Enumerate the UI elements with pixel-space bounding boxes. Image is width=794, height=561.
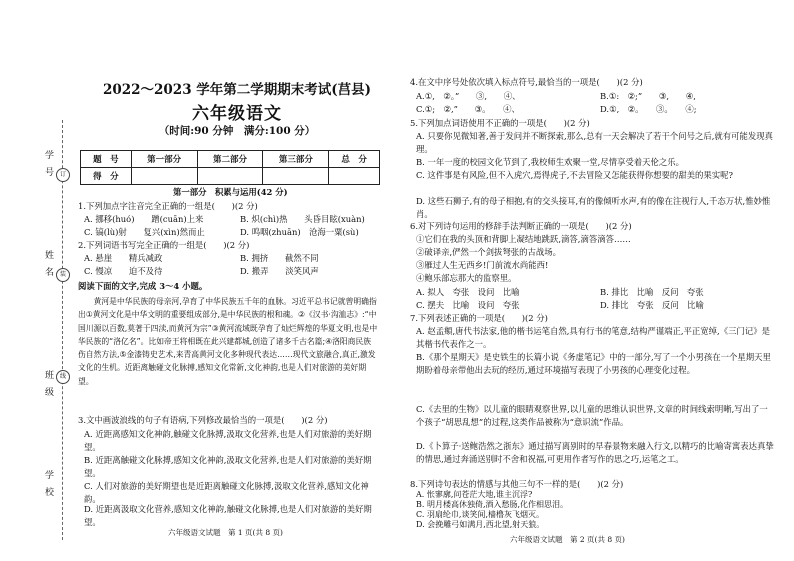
q6-sentence-2: ②破译亲,俨然一个剑拔弩张的古战场。: [416, 247, 562, 257]
q8-option-c: C. 羽扇纶巾,谈笑间,樯橹灰飞烟灭。: [416, 510, 545, 519]
q3-option-d: D. 近距离汲取文化营养,感知文化神韵,触碰文化脉搏,也是人们对旅游的美好期望。: [84, 504, 372, 527]
q6-option-c: C. 摆夫 比喻 设问 夸张: [416, 300, 520, 310]
q6-option-d: D. 排比 夸张 反问 比喻: [600, 300, 704, 310]
q5-option-a: A. 只要你见微知著,善于发问并不断探索,那么,总有一天会解决了若干个问号之后,就有可能发现真理。: [416, 131, 774, 154]
q4-option-d: D.①, ②。 ③。 ④;: [600, 104, 697, 114]
sidebar-label-student-id: 学号: [43, 150, 53, 184]
score-blank-cell[interactable]: [197, 168, 263, 185]
q3-option-b: B. 近距离触碰文化脉搏,感知文化神韵,汲取文化营养,也是人们对旅游的美好期望。: [84, 455, 372, 478]
score-blank-cell[interactable]: [131, 168, 197, 185]
q2-stem: 2.下列词语书写完全正确的一组是( )(2 分): [78, 240, 250, 250]
q7-option-d: D.《卜算子·送鲍浩然之浙东》通过描写离别时的早春景物来融入行文,以精巧的比喻寄寓表达真挚的情思,通过奔涌送别时不舍和祝福,可更用作者写作的思之巧,运笔之工。: [416, 441, 774, 464]
binding-hole-mark: 订: [56, 168, 70, 182]
q1-option-c: C. 镐(lù)射 复兴(xìn)然而止: [84, 227, 205, 237]
q5-option-b: B. 一年一度的校园文化节到了,我校师生欢聚一堂,尽情享受着天伦之乐。: [416, 157, 685, 167]
score-blank-cell[interactable]: [329, 168, 380, 185]
q3-option-c: C. 人们对旅游的美好期望也是近距离触碰文化脉搏,汲取文化营养,感知文化神韵。: [84, 481, 369, 504]
reading-passage: [78, 295, 378, 388]
q3-stem: 3.文中画波浪线的句子有语病,下列修改最恰当的一项是( )(2 分): [78, 415, 328, 425]
score-table-cell: 第三部分: [263, 151, 329, 168]
q5-option-d: D. 这些石狮子,有的母子相抱,有的交头接耳,有的像倾听水声,有的像在注视行人,千态万状,惟妙惟肖。: [416, 196, 771, 219]
score-table-cell: 第一部分: [131, 151, 197, 168]
q3-option-a: A. 近距离感知文化神韵,触碰文化脉搏,汲取文化营养,也是人们对旅游的美好期望。: [84, 429, 372, 452]
score-table-cell: 得 分: [81, 168, 132, 185]
q8-stem: 8.下列诗句表达的情感与其他三句不一样的是( )(2 分): [410, 479, 624, 489]
q2-option-d: D. 搬弄 淡笑风声: [240, 266, 319, 276]
binding-hole-mark: 装: [56, 268, 70, 282]
q6-stem: 6.对下列诗句运用的修辞手法判断正确的一项是( )(2 分): [410, 221, 632, 231]
score-table: [80, 150, 380, 185]
q1-stem: 1.下列加点字注音完全正确的一组是( )(2 分): [78, 201, 258, 211]
q5-stem: 5.下列加点词语使用不正确的一项是( )(2 分): [410, 118, 590, 128]
q7-stem: 7.下列表述正确的一项是( )(2 分): [410, 313, 548, 323]
q1-option-a: A. 挪移(huó) 蹭(cuān)上来: [84, 214, 204, 224]
q4-option-a: A.①, ②。” ③, ④、: [416, 91, 521, 101]
page-footer-right: 六年级语文试题 第 2 页(共 8 页): [510, 535, 625, 544]
exam-title: 2022～2023 学年第二学期期末考试(莒县): [102, 82, 372, 98]
q7-option-c: C.《去里的生物》以儿童的眼睛观察世界,以儿童的思维认识世界,文章的时间线索明晰,写出了一个孩子“胡思乱想”的过程,这类作品被称为“意识流”作品。: [416, 404, 768, 427]
q6-option-a: A. 拟人 夸张 设问 比喻: [416, 287, 520, 297]
score-table-cell: 总 分: [329, 151, 380, 168]
score-blank-cell[interactable]: [263, 168, 329, 185]
page-footer-left: 六年级语文试题 第 1 页(共 8 页): [168, 528, 283, 537]
cut-line: [62, 120, 63, 540]
q6-sentence-4: ④鲍乐部忘那大的监察里。: [416, 273, 517, 283]
sidebar-label-name: 姓名: [43, 250, 53, 284]
passage-text: 黄河是中华民族的母亲河,孕育了中华民族五千年的血脉。习近平总书记就曾明确指出①黄河文化是中华文明的重要组成部分,是中华民族的根和魂。②《汉书·沟洫志》:“中国川源以百数,莫著于四渎,而黄河为宗”③黄河流域既孕育了灿烂辉煌的华夏文明,也是中华民族的“洛亿名”。比如帝王将相既在此兴建都城,创造了诸多千古名篇;④洛阳商民族伤自然方法,⑤金漆铸史艺术,来青高黄河文化多种现代表达……现代文旅融合,真正,激发文化的生机。近距离触碰文化脉搏,感知文化常新,文化神韵,也是人们对旅游的美好期望。: [78, 297, 378, 386]
q2-option-c: C. 慢凉 迫不及待: [84, 266, 163, 276]
binding-hole-mark: 线: [56, 370, 70, 384]
q7-option-b: B.《那个星期天》是史铁生的长篇小说《务虚笔记》中的一部分,写了一个小男孩在一个星期天里期盼着母亲带他出去玩的经历,通过环境描写表现了小男孩的心理变化过程。: [416, 352, 771, 375]
q5-option-c: C. 这件事是有风险,但不入虎穴,焉得虎子,不去冒险又怎能获得你想要的甜美的果实呢?: [416, 170, 734, 180]
q4-option-c: C.①; ②,” ③。 ④、: [416, 104, 520, 114]
score-table-cell: 第二部分: [197, 151, 263, 168]
q1-option-d: D. 鸣咽(zhuān) 沧海一粟(sù): [240, 227, 359, 237]
score-table-score-row: [81, 168, 380, 185]
q4-stem: 4.在文中序号处依次填入标点符号,最恰当的一项是( )(2 分): [410, 77, 643, 87]
q8-option-a: A. 怅寥廓,问苍茫大地,谁主沉浮?: [416, 490, 533, 499]
exam-subject: 六年级语文: [192, 104, 282, 124]
q7-option-a: A. 赵孟頫,唐代书法家,他的楷书运笔自然,具有行书的笔意,结构严谨端正,平正宽绰,《三门记》是其楷书代表作之一。: [416, 326, 770, 349]
q8-option-d: D. 会挽雕弓如满月,西北望,射天狼。: [416, 520, 545, 529]
left-page: [78, 0, 396, 561]
sidebar-label-class: 班级: [43, 370, 53, 404]
right-page: [410, 0, 786, 561]
score-table-cell: 题 号: [81, 151, 132, 168]
q2-option-b: B. 拥挤 截然不同: [240, 253, 319, 263]
q6-sentence-1: ①它们在我的头顶和背脚上凝结地跳跃,滴答,滴答滴答……: [416, 234, 631, 244]
q6-sentence-3: ③雁过人生无西乡!门前流水尚能西!: [416, 260, 549, 270]
part1-heading: 第一部分 积累与运用(42 分): [173, 187, 288, 197]
q2-option-a: A. 悬崖 精兵减政: [84, 253, 163, 263]
q8-option-b: B. 明月楼高休独倚,酒入愁肠,化作相思泪。: [416, 500, 569, 509]
exam-time-info: （时间:90 分钟 满分:100 分）: [158, 125, 316, 137]
q4-option-b: B.①: ②;” ③, ④,: [600, 91, 696, 101]
q6-option-b: B. 排比 比喻 反问 夸张: [600, 287, 704, 297]
binding-strip: [0, 0, 78, 561]
passage-intro: 阅读下面的文字,完成 3～4 小题。: [78, 281, 208, 291]
q1-option-b: B. 炽(chì)热 头昏目眩(xuàn): [240, 214, 365, 224]
sidebar-label-school: 学校: [43, 470, 53, 504]
score-table-header-row: [81, 151, 380, 168]
